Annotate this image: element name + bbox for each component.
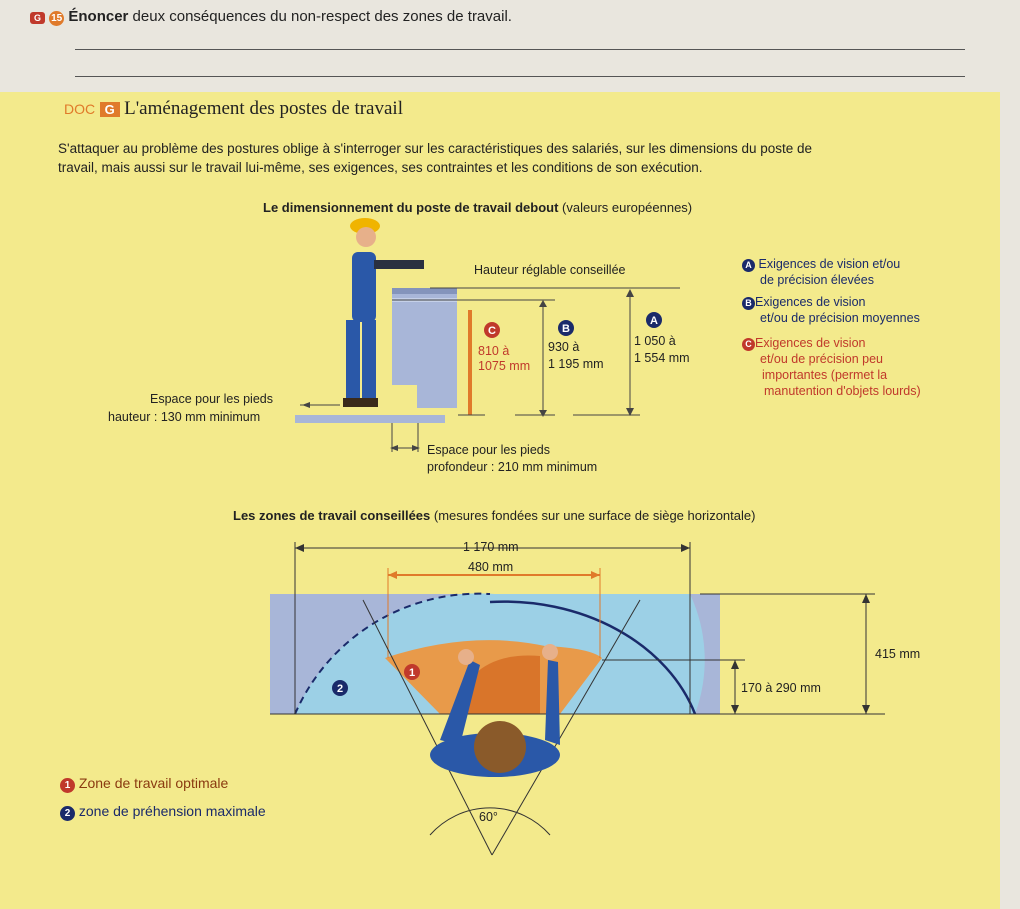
answer-line-2 (75, 76, 965, 77)
legend-zone-1-icon: 1 (60, 778, 75, 793)
doc-prefix: DOC (64, 101, 96, 117)
svg-text:C: C (488, 325, 496, 337)
svg-text:1: 1 (408, 667, 416, 679)
legend-b: B Exigences de vision et/ou de précision moyennes (742, 294, 920, 326)
value-a: 1 050 à 1 554 mm (634, 334, 690, 365)
figure2-title: Les zones de travail conseillées (mesures fondées sur une surface de siège horizontale) (233, 508, 756, 523)
dim-1170: 1 170 mm (463, 540, 519, 554)
angle-60: 60° (479, 810, 498, 824)
doc-header (64, 98, 403, 120)
doc-title: L'aménagement des postes de travail (124, 98, 403, 119)
legend-a-icon: A (742, 259, 755, 272)
doc-intro (58, 139, 988, 177)
dim-170-290: 170 à 290 mm (741, 681, 821, 695)
legend-zone-2: 2 zone de préhension maximale (60, 803, 266, 821)
svg-text:A: A (650, 315, 658, 327)
question-text: deux conséquences du non-respect des zones de travail. (128, 8, 512, 25)
pieds-profondeur-2: profondeur : 210 mm minimum (427, 460, 598, 474)
question-badge: G (30, 12, 45, 24)
dim-480: 480 mm (468, 560, 514, 574)
question (30, 8, 512, 26)
answer-line-1 (75, 49, 965, 50)
legend-c: C Exigences de vision et/ou de précision peu importantes (permet la manutention d'objets lourds) (742, 335, 921, 399)
workbench (392, 288, 457, 415)
legend-c-icon: C (742, 338, 755, 351)
svg-text:B: B (562, 323, 570, 335)
legend-a: A Exigences de vision et/ou de précision élevées (742, 256, 900, 288)
pieds-hauteur-1: Espace pour les pieds (150, 392, 273, 406)
pieds-hauteur-2: hauteur : 130 mm minimum (108, 410, 261, 424)
hauteur-label: Hauteur réglable conseillée (474, 263, 626, 277)
svg-text:2: 2 (336, 683, 344, 695)
pieds-profondeur-1: Espace pour les pieds (427, 443, 550, 457)
intro-line-1: S'attaquer au problème des postures oblige à s'interroger sur les caractéristiques des salariés, sur les dimensions du poste de (58, 141, 813, 156)
dim-415: 415 mm (875, 647, 921, 661)
question-verb: Énoncer (68, 8, 129, 25)
value-b: 930 à 1 195 mm (548, 340, 604, 371)
legend-zone-2-icon: 2 (60, 806, 75, 821)
figure1-title: Le dimensionnement du poste de travail debout (valeurs européennes) (263, 200, 693, 215)
intro-line-2: travail, mais aussi sur le travail lui-même, ses exigences, ses contraintes et les conditions de son exécution. (58, 160, 703, 175)
legend-zone-1: 1 Zone de travail optimale (60, 775, 228, 793)
doc-letter: G (100, 102, 120, 117)
question-number: 15 (51, 13, 63, 24)
legend-b-icon: B (742, 297, 755, 310)
value-c: 810 à 1075 mm (478, 344, 531, 373)
floor (295, 415, 445, 423)
